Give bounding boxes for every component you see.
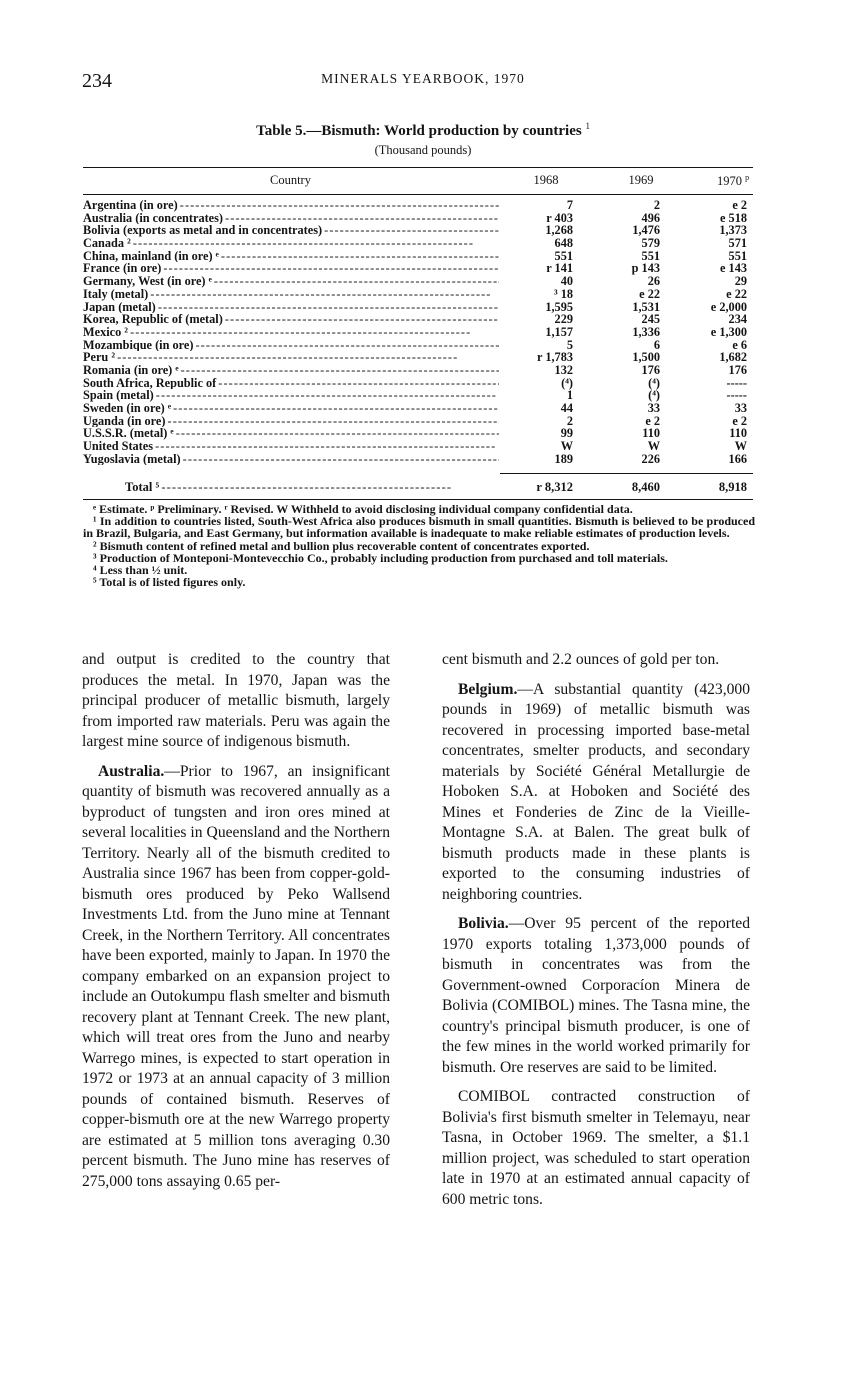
table-footnotes — [83, 503, 755, 588]
row-1970: ----- — [726, 375, 747, 390]
row-country: Mozambique (in ore) - - - — [83, 339, 499, 352]
row-country: Bolivia (exports as metal and in concentrates) - - - — [83, 224, 499, 237]
total-1970: 8,918 — [718, 480, 747, 494]
row-1969: (⁴) — [648, 375, 660, 390]
table-row — [83, 440, 753, 453]
right-column — [442, 650, 750, 1219]
row-country: Uganda (in ore) - - - — [83, 415, 499, 428]
footnote: ³ Production of Monteponi-Montevecchio Co., probably including production from purchased and toll materials. — [93, 550, 668, 565]
header-rule — [83, 194, 753, 195]
table-body — [83, 199, 753, 465]
row-1968: 1,268 — [545, 223, 573, 238]
row-1969: 2 — [653, 198, 660, 212]
footnote: ² Bismuth content of refined metal and bullion plus recoverable content of concentrates exported. — [93, 538, 590, 553]
row-1970: e 2 — [732, 198, 747, 212]
row-country: Argentina (in ore) - - - — [83, 199, 499, 212]
row-1970: 176 — [728, 362, 747, 377]
row-1968: 40 — [560, 274, 573, 289]
row-country: Peru ² - - - — [83, 351, 499, 364]
row-1970: e 2 — [732, 413, 747, 428]
row-1970: 166 — [728, 451, 747, 466]
table-row — [83, 453, 753, 466]
total-label: Total ⁵ - - - — [125, 480, 499, 494]
row-1968: 1,157 — [545, 324, 573, 339]
row-1970: e 518 — [720, 210, 747, 225]
row-country: Australia (in concentrates) - - - — [83, 212, 499, 225]
table-row — [83, 199, 753, 212]
row-1969: (⁴) — [648, 388, 660, 403]
row-country: U.S.S.R. (metal) ᵉ - - - — [83, 427, 499, 440]
row-1968: 189 — [554, 451, 573, 466]
row-1970: e 6 — [732, 337, 747, 352]
footnote: ¹ In addition to countries listed, South-West Africa also produces bismuth in small quantities. Bismuth is believed to be produced in Brazil, Bulgaria, and East Germany, but information available is inadequate to make reliable estimates of production levels. — [83, 514, 755, 541]
paragraph: COMIBOL contracted construction of Bolivia's first bismuth smelter in Telemayu, near Tasna, in October 1969. The smelter, a $1.1 million project, was scheduled to start operation late in 1970 at an estimated annual capacity of 600 metric tons. — [442, 1088, 750, 1208]
table-title — [0, 121, 846, 140]
table-subtitle: (Thousand pounds) — [374, 143, 472, 157]
row-country: Italy (metal) - - - — [83, 288, 499, 301]
table-row — [83, 326, 753, 339]
row-country: France (in ore) - - - — [83, 262, 499, 275]
row-1969: 26 — [647, 274, 660, 289]
footnote: ⁴ Less than ½ unit. — [93, 563, 188, 578]
footnote: ᵉ Estimate. ᵖ Preliminary. ʳ Revised. W Withheld to avoid disclosing individual company confidential data. — [93, 502, 633, 516]
row-1970: 551 — [728, 248, 747, 263]
header-1969: 1969 — [628, 173, 654, 187]
row-1968: r 403 — [546, 210, 573, 225]
row-country: Canada ² - - - — [83, 237, 499, 250]
row-1970: e 2,000 — [710, 299, 747, 314]
row-1969: 110 — [642, 426, 660, 441]
total-1969: 8,460 — [631, 480, 660, 494]
row-country: Romania (in ore) ᵉ - - - — [83, 364, 499, 377]
row-1968: 551 — [554, 248, 573, 263]
section-lead-bolivia: Bolivia. — [458, 915, 509, 932]
row-1968: 2 — [566, 413, 573, 428]
total-rule — [500, 473, 753, 474]
row-1970: e 1,300 — [710, 324, 747, 339]
row-1968: 1 — [566, 388, 573, 403]
row-country: Spain (metal) - - - — [83, 389, 499, 402]
row-1968: r 1,783 — [537, 350, 573, 365]
row-country: United States - - - — [83, 440, 499, 453]
header-1970-mark: p — [745, 173, 750, 182]
header-1970 — [703, 173, 763, 189]
row-country: Sweden (in ore) ᵉ - - - — [83, 402, 499, 415]
table-row — [83, 237, 753, 250]
table-top-rule — [83, 167, 753, 168]
row-1968: ³ 18 — [553, 286, 573, 301]
row-1968: (⁴) — [561, 375, 573, 390]
table-row — [83, 364, 753, 377]
row-country: Korea, Republic of (metal) - - - — [83, 313, 499, 326]
row-1969: 245 — [641, 312, 660, 327]
table-bottom-rule — [83, 499, 753, 500]
running-title: MINERALS YEARBOOK, 1970 — [321, 71, 525, 86]
row-1968: 99 — [560, 426, 573, 441]
left-column — [82, 650, 390, 1201]
row-country: Mexico ² - - - — [83, 326, 499, 339]
row-1968: 44 — [560, 401, 573, 415]
row-1970: 1,373 — [719, 223, 747, 238]
row-1969: 1,336 — [632, 324, 660, 339]
row-1969: 176 — [641, 362, 660, 377]
row-1968: 229 — [554, 312, 573, 327]
row-1969: 33 — [647, 401, 660, 415]
row-1969: 226 — [641, 451, 660, 466]
row-1969: e 22 — [639, 286, 660, 301]
table-row — [83, 275, 753, 288]
paragraph: cent bismuth and 2.2 ounces of gold per ton. — [442, 651, 720, 668]
row-1968: 648 — [554, 236, 573, 251]
row-1969: 579 — [641, 236, 660, 251]
row-1969: p 143 — [631, 261, 660, 276]
table-row — [83, 288, 753, 301]
table-title-footnote-mark: 1 — [585, 121, 590, 131]
row-1969: 1,531 — [632, 299, 660, 314]
row-1969: 1,476 — [632, 223, 660, 238]
total-1968: r 8,312 — [536, 480, 573, 494]
paragraph-belgium — [442, 680, 750, 906]
row-country: South Africa, Republic of - - - — [83, 377, 499, 390]
row-1968: 1,595 — [545, 299, 573, 314]
row-1970: W — [734, 439, 747, 454]
paragraph-text: —A substantial quantity (423,000 pounds in 1969) of metallic bismuth was recovered in processing imported base-metal concentrates, smelter products, and secondary materials by Société Général Metallurgie de Hoboken S.A. at Hoboken and Société des Mines et Fonderies de Zinc de la Vieille-Montagne S.A. at Balen. The great bulk of bismuth products made in these plants is exported to the consuming industries of neighboring countries. — [442, 680, 750, 903]
table-title-text: Table 5.—Bismuth: World production by countries — [256, 123, 582, 139]
row-1969: W — [647, 439, 660, 454]
table-row — [83, 313, 753, 326]
header-1970-label: 1970 — [716, 174, 742, 189]
row-1970: 29 — [734, 274, 747, 289]
row-1970: e 143 — [720, 261, 747, 276]
paragraph: and output is credited to the country that produces the metal. In 1970, Japan was the principal producer of metallic bismuth, largely from imported raw materials. Peru was again the largest mine source of indigenous bismuth. — [82, 651, 390, 750]
row-1969: e 2 — [645, 413, 660, 428]
row-1970: ----- — [726, 388, 747, 403]
header-country: Country — [270, 173, 311, 187]
row-1969: 551 — [641, 248, 660, 263]
row-1968: 132 — [554, 362, 573, 377]
row-country: Germany, West (in ore) ᵉ - - - — [83, 275, 499, 288]
paragraph-text: —Over 95 percent of the reported 1970 exports totaling 1,373,000 pounds of bismuth in concentrates was from the Government-owned Corporacíon Minera de Bolivia (COMIBOL) mines. The Tasna mine, the country's principal bismuth producer, is one of the few mines in the world worked primarily for bismuth. Ore reserves are said to be limited. — [442, 915, 750, 1076]
header-1968: 1968 — [533, 173, 559, 187]
footnote: ⁵ Total is of listed figures only. — [93, 575, 246, 590]
row-1970: 1,682 — [719, 350, 747, 365]
row-1970: e 22 — [726, 286, 747, 301]
row-country: China, mainland (in ore) ᵉ - - - — [83, 250, 499, 263]
page-number: 234 — [82, 70, 112, 92]
table-row — [83, 402, 753, 415]
row-1969: 1,500 — [632, 350, 660, 365]
row-1968: W — [560, 439, 573, 454]
total-row — [83, 480, 753, 494]
paragraph-australia — [82, 762, 390, 1193]
section-lead-australia: Australia. — [98, 762, 165, 780]
section-lead-belgium: Belgium. — [458, 680, 518, 698]
row-1969: 6 — [653, 337, 660, 352]
paragraph-text: —Prior to 1967, an insignificant quantity of bismuth was recovered annually as a byproduct of tungsten and iron ores mined at several localities in Queensland and the Northern Territory. Nearly all of the bismuth credited to Australia since 1967 has been from copper-gold-bismuth ores produced by Peko Wallsend Investments Ltd. from the Juno mine at Tennant Creek, in the Northern Territory. All concentrates have been exported, mainly to Japan. In 1970 the company embarked on an expansion project to include an Outokumpu flash smelter and bismuth recovery plant at Tennant Creek. The new plant, which will treat ores from the Juno and nearby Warrego mines, is expected to start operation in 1972 or 1973 at an annual capacity of 3 million pounds of contained bismuth. Reserves of copper-bismuth ore at the new Warrego property are estimated at 5 million tons averaging 0.30 percent bismuth. The Juno mine has reserves of 275,000 tons assaying 0.65 per- — [82, 762, 390, 1190]
row-1970: 110 — [729, 426, 747, 441]
row-1968: 5 — [566, 337, 573, 352]
row-1970: 234 — [728, 312, 747, 327]
row-country: Japan (metal) - - - — [83, 301, 499, 314]
row-country: Yugoslavia (metal) - - - — [83, 453, 499, 466]
row-1968: r 141 — [546, 261, 573, 276]
row-1970: 571 — [728, 236, 747, 251]
row-1969: 496 — [641, 210, 660, 225]
row-1970: 33 — [734, 401, 747, 415]
paragraph-bolivia — [442, 914, 750, 1078]
row-1968: 7 — [566, 198, 573, 212]
